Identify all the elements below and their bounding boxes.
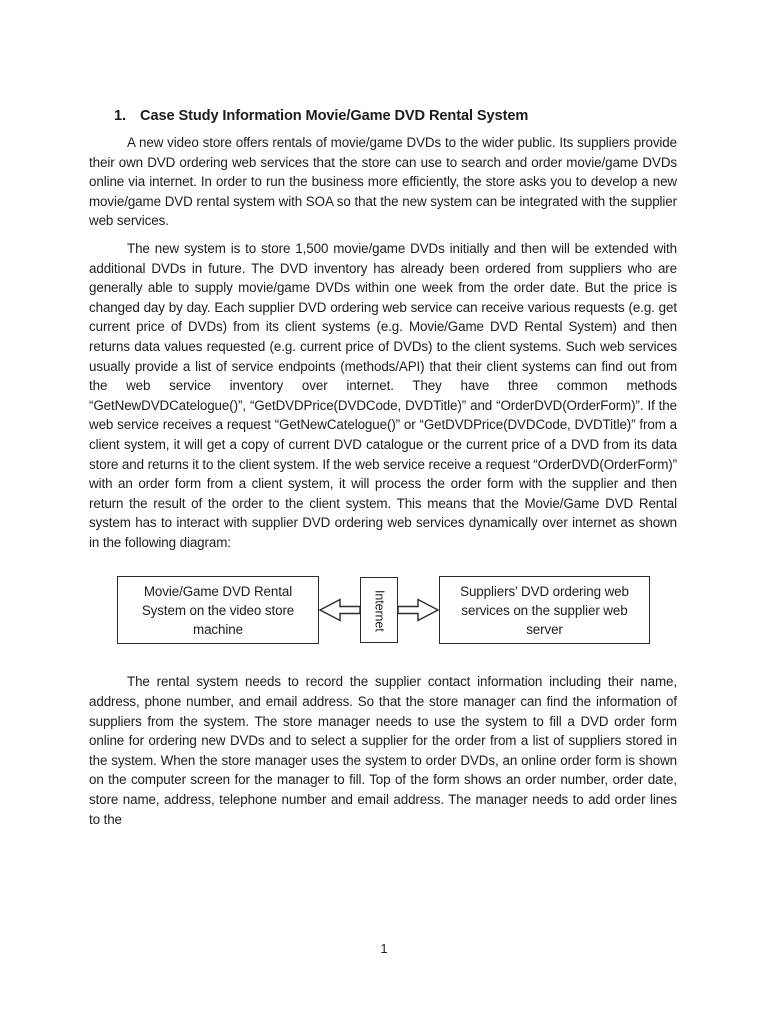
supplier-services-box-label: Suppliers’ DVD ordering web services on the supplier web server xyxy=(460,583,629,637)
heading-text: Case Study Information Movie/Game DVD Rental System xyxy=(140,108,529,124)
page-number: 1 xyxy=(380,941,388,956)
paragraph-system-details: The new system is to store 1,500 movie/game DVDs initially and then will be extended with additional DVDs in future. The DVD inventory has already been ordered from suppliers who are generally able to supply movie/game DVDs within one week from the order date. But the price is changed day by day. Each supplier DVD ordering web service can receive various requests (e.g. get current price of DVDs) from its client systems (e.g. Movie/Game DVD Rental System) and then returns data values requested (e.g. current price of DVDs) to the client systems. Such web services usually provide a list of service endpoints (methods/API) that their client systems can find out from the web service inventory over internet. They have three common methods “GetNewDVDCatelogue()”, “GetDVDPrice(DVDCode, DVDTitle)” and “OrderDVD(OrderForm)”. If the web service receives a request “GetNewCatelogue()” or “GetDVDPrice(DVDCode, DVDTitle)” from a client system, it will get a copy of current DVD catalogue or the current price of a DVD from its data store and returns it to the client system. If the web service receive a request “OrderDVD(OrderForm)” with an order form from a client system, it will process the order form with the supplier and then return the result of the order to the client system. This means that the Movie/Game DVD Rental system has to interact with supplier DVD ordering web services dynamically over internet as shown in the following diagram: xyxy=(89,240,677,550)
heading-number: 1. xyxy=(114,108,126,124)
paragraph-order-form: The rental system needs to record the supplier contact information including their name, address, phone number, and email address. So that the store manager can find the information of suppliers from the system. The store manager needs to use the system to fill a DVD order form online for ordering new DVDs and to select a supplier for the order from a list of suppliers stored in the system. When the store manager uses the system to order DVDs, an online order form is shown on the computer screen for the manager to fill. Top of the form shows an order number, order date, store name, address, telephone number and email address. The manager needs to add order lines to the xyxy=(89,674,677,827)
internet-box xyxy=(360,577,398,643)
left-arrow-icon xyxy=(319,598,360,622)
supplier-services-box xyxy=(439,576,650,644)
internet-box-label: Internet xyxy=(372,589,387,632)
rental-system-box xyxy=(117,576,319,644)
architecture-diagram xyxy=(117,576,651,644)
rental-system-box-label: Movie/Game DVD Rental System on the video store machine xyxy=(141,583,295,637)
right-arrow-icon xyxy=(398,598,439,622)
paragraph-intro: A new video store offers rentals of movie/game DVDs to the wider public. Its suppliers provide their own DVD ordering web services that the store can use to search and order movie/game DVDs online via internet. In order to run the business more efficiently, the store asks you to develop a new movie/game DVD rental system with SOA so that the new system can be integrated with the supplier web services. xyxy=(89,135,677,229)
section-heading xyxy=(114,108,677,124)
